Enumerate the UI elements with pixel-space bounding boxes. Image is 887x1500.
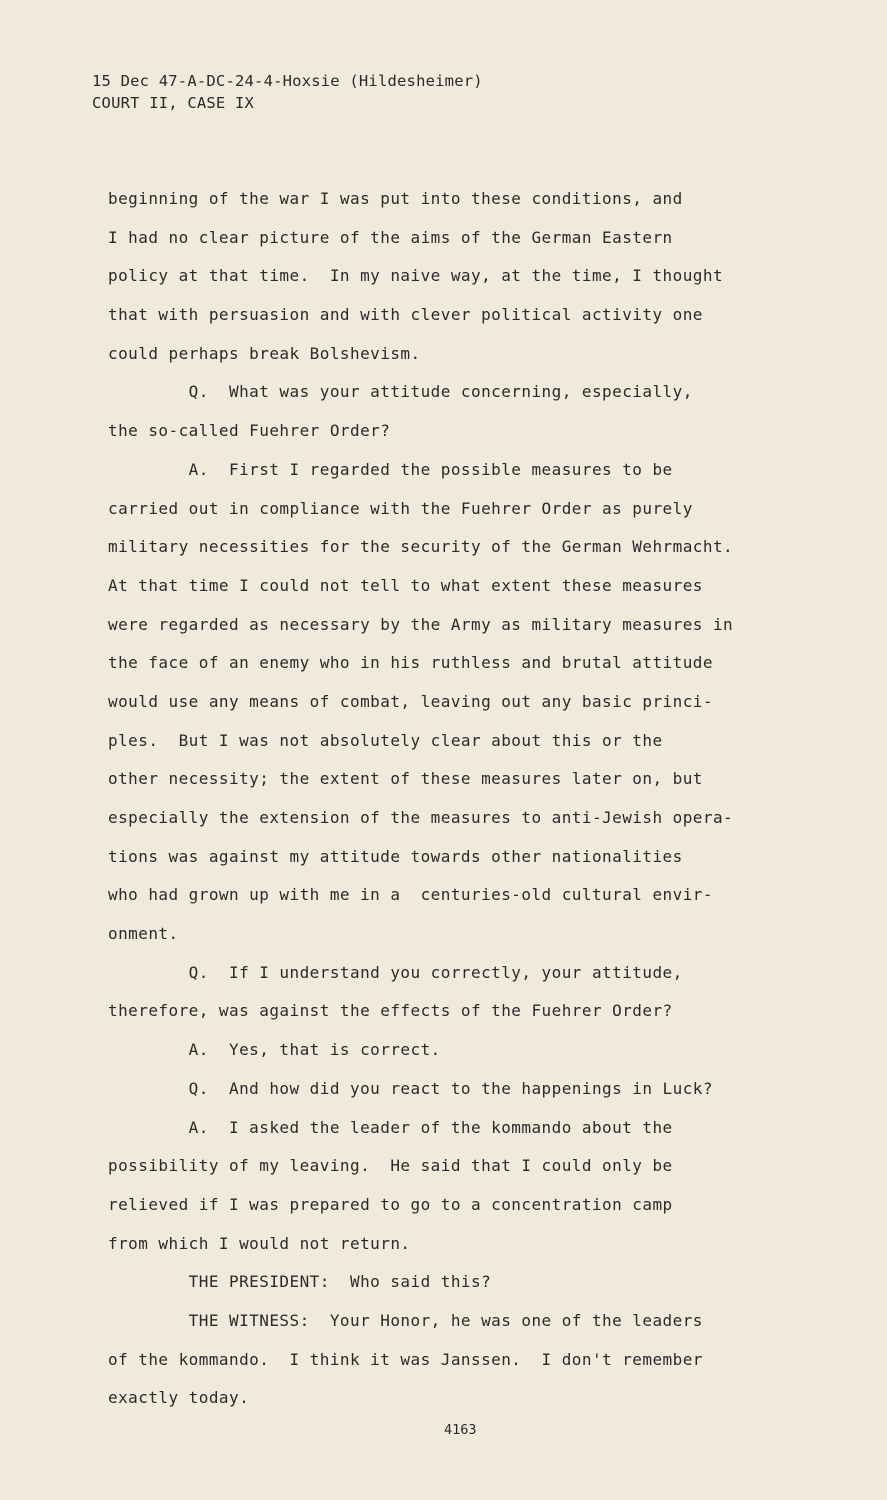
text-line: from which I would not return. <box>108 1233 411 1253</box>
text-line: THE PRESIDENT: Who said this? <box>108 1272 492 1292</box>
text-line: A. Yes, that is correct. <box>108 1040 441 1060</box>
text-line: could perhaps break Bolshevism. <box>108 343 421 363</box>
text-line: I had no clear picture of the aims of the German Eastern <box>108 227 673 247</box>
text-line: A. First I regarded the possible measures to be <box>108 459 673 479</box>
header-line-2: COURT II, CASE IX <box>92 94 255 112</box>
text-line: the so-called Fuehrer Order? <box>108 421 391 441</box>
text-line: possibility of my leaving. He said that I could only be <box>108 1156 673 1176</box>
transcript-body <box>108 180 838 1418</box>
text-line: of the kommando. I think it was Janssen. I don't remember <box>108 1349 703 1369</box>
text-line: policy at that time. In my naive way, at the time, I thought <box>108 266 724 286</box>
text-line: military necessities for the security of the German Wehrmacht. <box>108 537 734 557</box>
text-line: exactly today. <box>108 1388 250 1408</box>
text-line: other necessity; the extent of these measures later on, but <box>108 769 703 789</box>
text-line: beginning of the war I was put into these conditions, and <box>108 189 683 208</box>
page-number: 4163 <box>444 1422 477 1438</box>
text-line: Q. What was your attitude concerning, especially, <box>108 382 693 402</box>
text-line: A. I asked the leader of the kommando about the <box>108 1117 673 1137</box>
text-line: At that time I could not tell to what extent these measures <box>108 575 703 595</box>
text-line: relieved if I was prepared to go to a concentration camp <box>108 1194 673 1214</box>
text-line: the face of an enemy who in his ruthless and brutal attitude <box>108 653 713 673</box>
text-line: would use any means of combat, leaving out any basic princi- <box>108 691 713 711</box>
text-line: THE WITNESS: Your Honor, he was one of the leaders <box>108 1310 703 1330</box>
text-line: ples. But I was not absolutely clear about this or the <box>108 730 663 750</box>
document-header <box>92 70 483 114</box>
text-line: therefore, was against the effects of the Fuehrer Order? <box>108 1001 673 1021</box>
text-line: who had grown up with me in a centuries-old cultural envir- <box>108 885 713 905</box>
text-line: that with persuasion and with clever political activity one <box>108 305 703 325</box>
text-line: Q. And how did you react to the happenings in Luck? <box>108 1078 713 1098</box>
text-line: especially the extension of the measures to anti-Jewish opera- <box>108 808 734 827</box>
text-line: Q. If I understand you correctly, your attitude, <box>108 962 683 982</box>
text-line: were regarded as necessary by the Army as military measures in <box>108 614 734 634</box>
header-line-1: 15 Dec 47-A-DC-24-4-Hoxsie (Hildesheimer) <box>92 72 483 90</box>
text-line: tions was against my attitude towards other nationalities <box>108 846 683 866</box>
text-line: carried out in compliance with the Fuehrer Order as purely <box>108 498 693 518</box>
text-line: onment. <box>108 924 179 944</box>
